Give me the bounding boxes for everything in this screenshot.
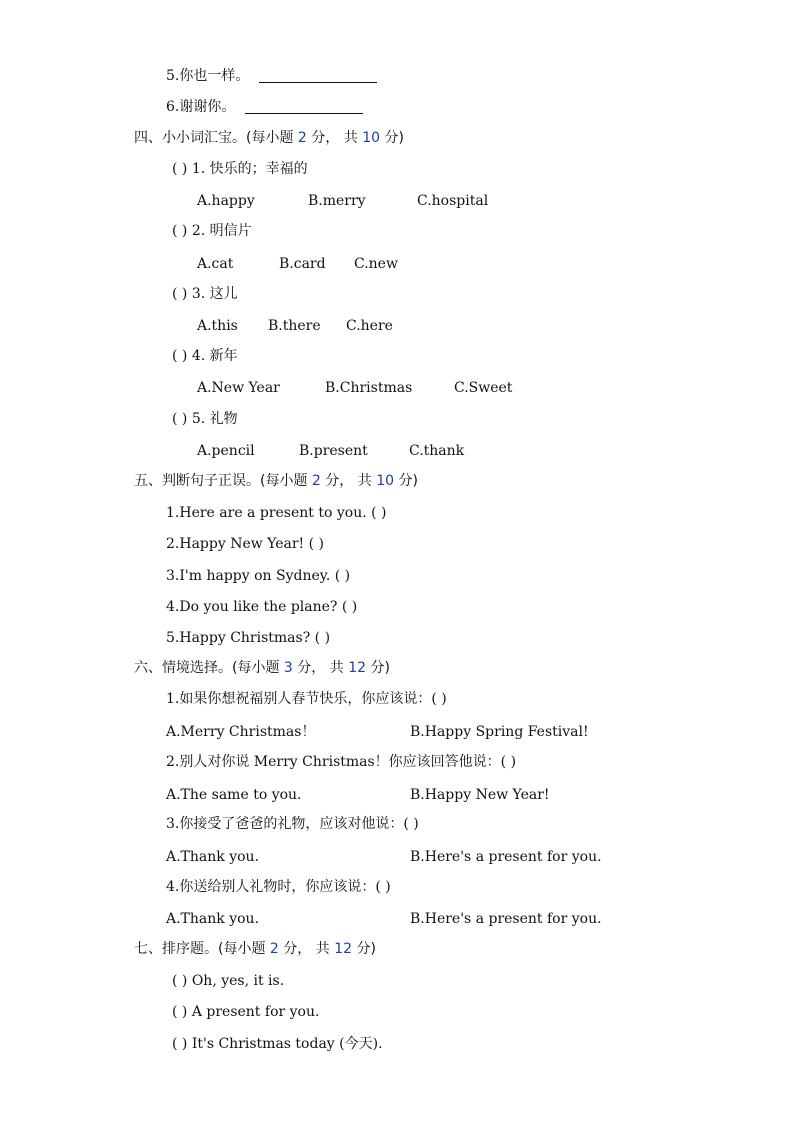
vocab-question-3: ( ) 3. 这儿 — [172, 286, 238, 302]
option-b: B.Here's a present for you. — [410, 911, 602, 927]
vocab-question-4: ( ) 4. 新年 — [172, 348, 238, 364]
situation-question-4: 4.你送给别人礼物时，你应该说：( ) — [166, 879, 391, 895]
situation-question-2: 2.别人对你说 Merry Christmas！你应该回答他说：( ) — [166, 754, 517, 770]
option-b: B.there — [268, 318, 321, 334]
section-7-heading: 七、排序题。(每小题 2 分， 共 12 分) — [134, 941, 376, 957]
translation-item-6: 6.谢谢你。 — [166, 98, 363, 116]
situation-question-3: 3.你接受了爸爸的礼物，应该对他说：( ) — [166, 816, 419, 832]
judge-item-2: 2.Happy New Year! ( ) — [166, 536, 324, 552]
option-c: C.new — [354, 256, 398, 272]
option-c: C.thank — [409, 443, 465, 459]
vocab-question-5: ( ) 5. 礼物 — [172, 411, 238, 427]
option-a: A.happy — [197, 193, 255, 209]
option-b: B.Happy New Year! — [410, 787, 550, 803]
vocab-question-1: ( ) 1. 快乐的；幸福的 — [172, 161, 308, 177]
section-5-heading: 五、判断句子正误。(每小题 2 分， 共 10 分) — [134, 473, 418, 489]
option-a: A.New Year — [197, 380, 280, 396]
option-b: B.present — [299, 443, 368, 459]
option-a: A.pencil — [197, 443, 255, 459]
section-4-heading: 四、小小词汇宝。(每小题 2 分， 共 10 分) — [134, 130, 404, 146]
situation-question-1: 1.如果你想祝福别人春节快乐，你应该说：( ) — [166, 691, 447, 707]
order-item-3: ( ) It's Christmas today (今天). — [172, 1036, 383, 1052]
section-6-heading: 六、情境选择。(每小题 3 分， 共 12 分) — [134, 660, 390, 676]
order-item-2: ( ) A present for you. — [172, 1004, 320, 1020]
option-a: A.cat — [197, 256, 234, 272]
judge-item-1: 1.Here are a present to you. ( ) — [166, 505, 387, 521]
option-c: C.hospital — [417, 193, 489, 209]
option-a: A.this — [197, 318, 238, 334]
translation-item-5: 5.你也一样。 — [166, 67, 377, 85]
option-a: A.The same to you. — [166, 787, 302, 803]
answer-blank[interactable] — [245, 113, 363, 114]
option-c: C.Sweet — [454, 380, 513, 396]
option-a: A.Thank you. — [166, 911, 260, 927]
option-b: B.Happy Spring Festival! — [410, 724, 589, 740]
option-b: B.Christmas — [325, 380, 413, 396]
option-c: C.here — [346, 318, 393, 334]
option-b: B.Here's a present for you. — [410, 849, 602, 865]
option-a: A.Thank you. — [166, 849, 260, 865]
judge-item-4: 4.Do you like the plane? ( ) — [166, 599, 358, 615]
judge-item-5: 5.Happy Christmas? ( ) — [166, 630, 331, 646]
option-b: B.card — [279, 256, 326, 272]
judge-item-3: 3.I'm happy on Sydney. ( ) — [166, 568, 351, 584]
answer-blank[interactable] — [259, 82, 377, 83]
vocab-question-2: ( ) 2. 明信片 — [172, 223, 252, 239]
option-b: B.merry — [308, 193, 366, 209]
option-a: A.Merry Christmas！ — [166, 724, 316, 740]
order-item-1: ( ) Oh, yes, it is. — [172, 973, 285, 989]
